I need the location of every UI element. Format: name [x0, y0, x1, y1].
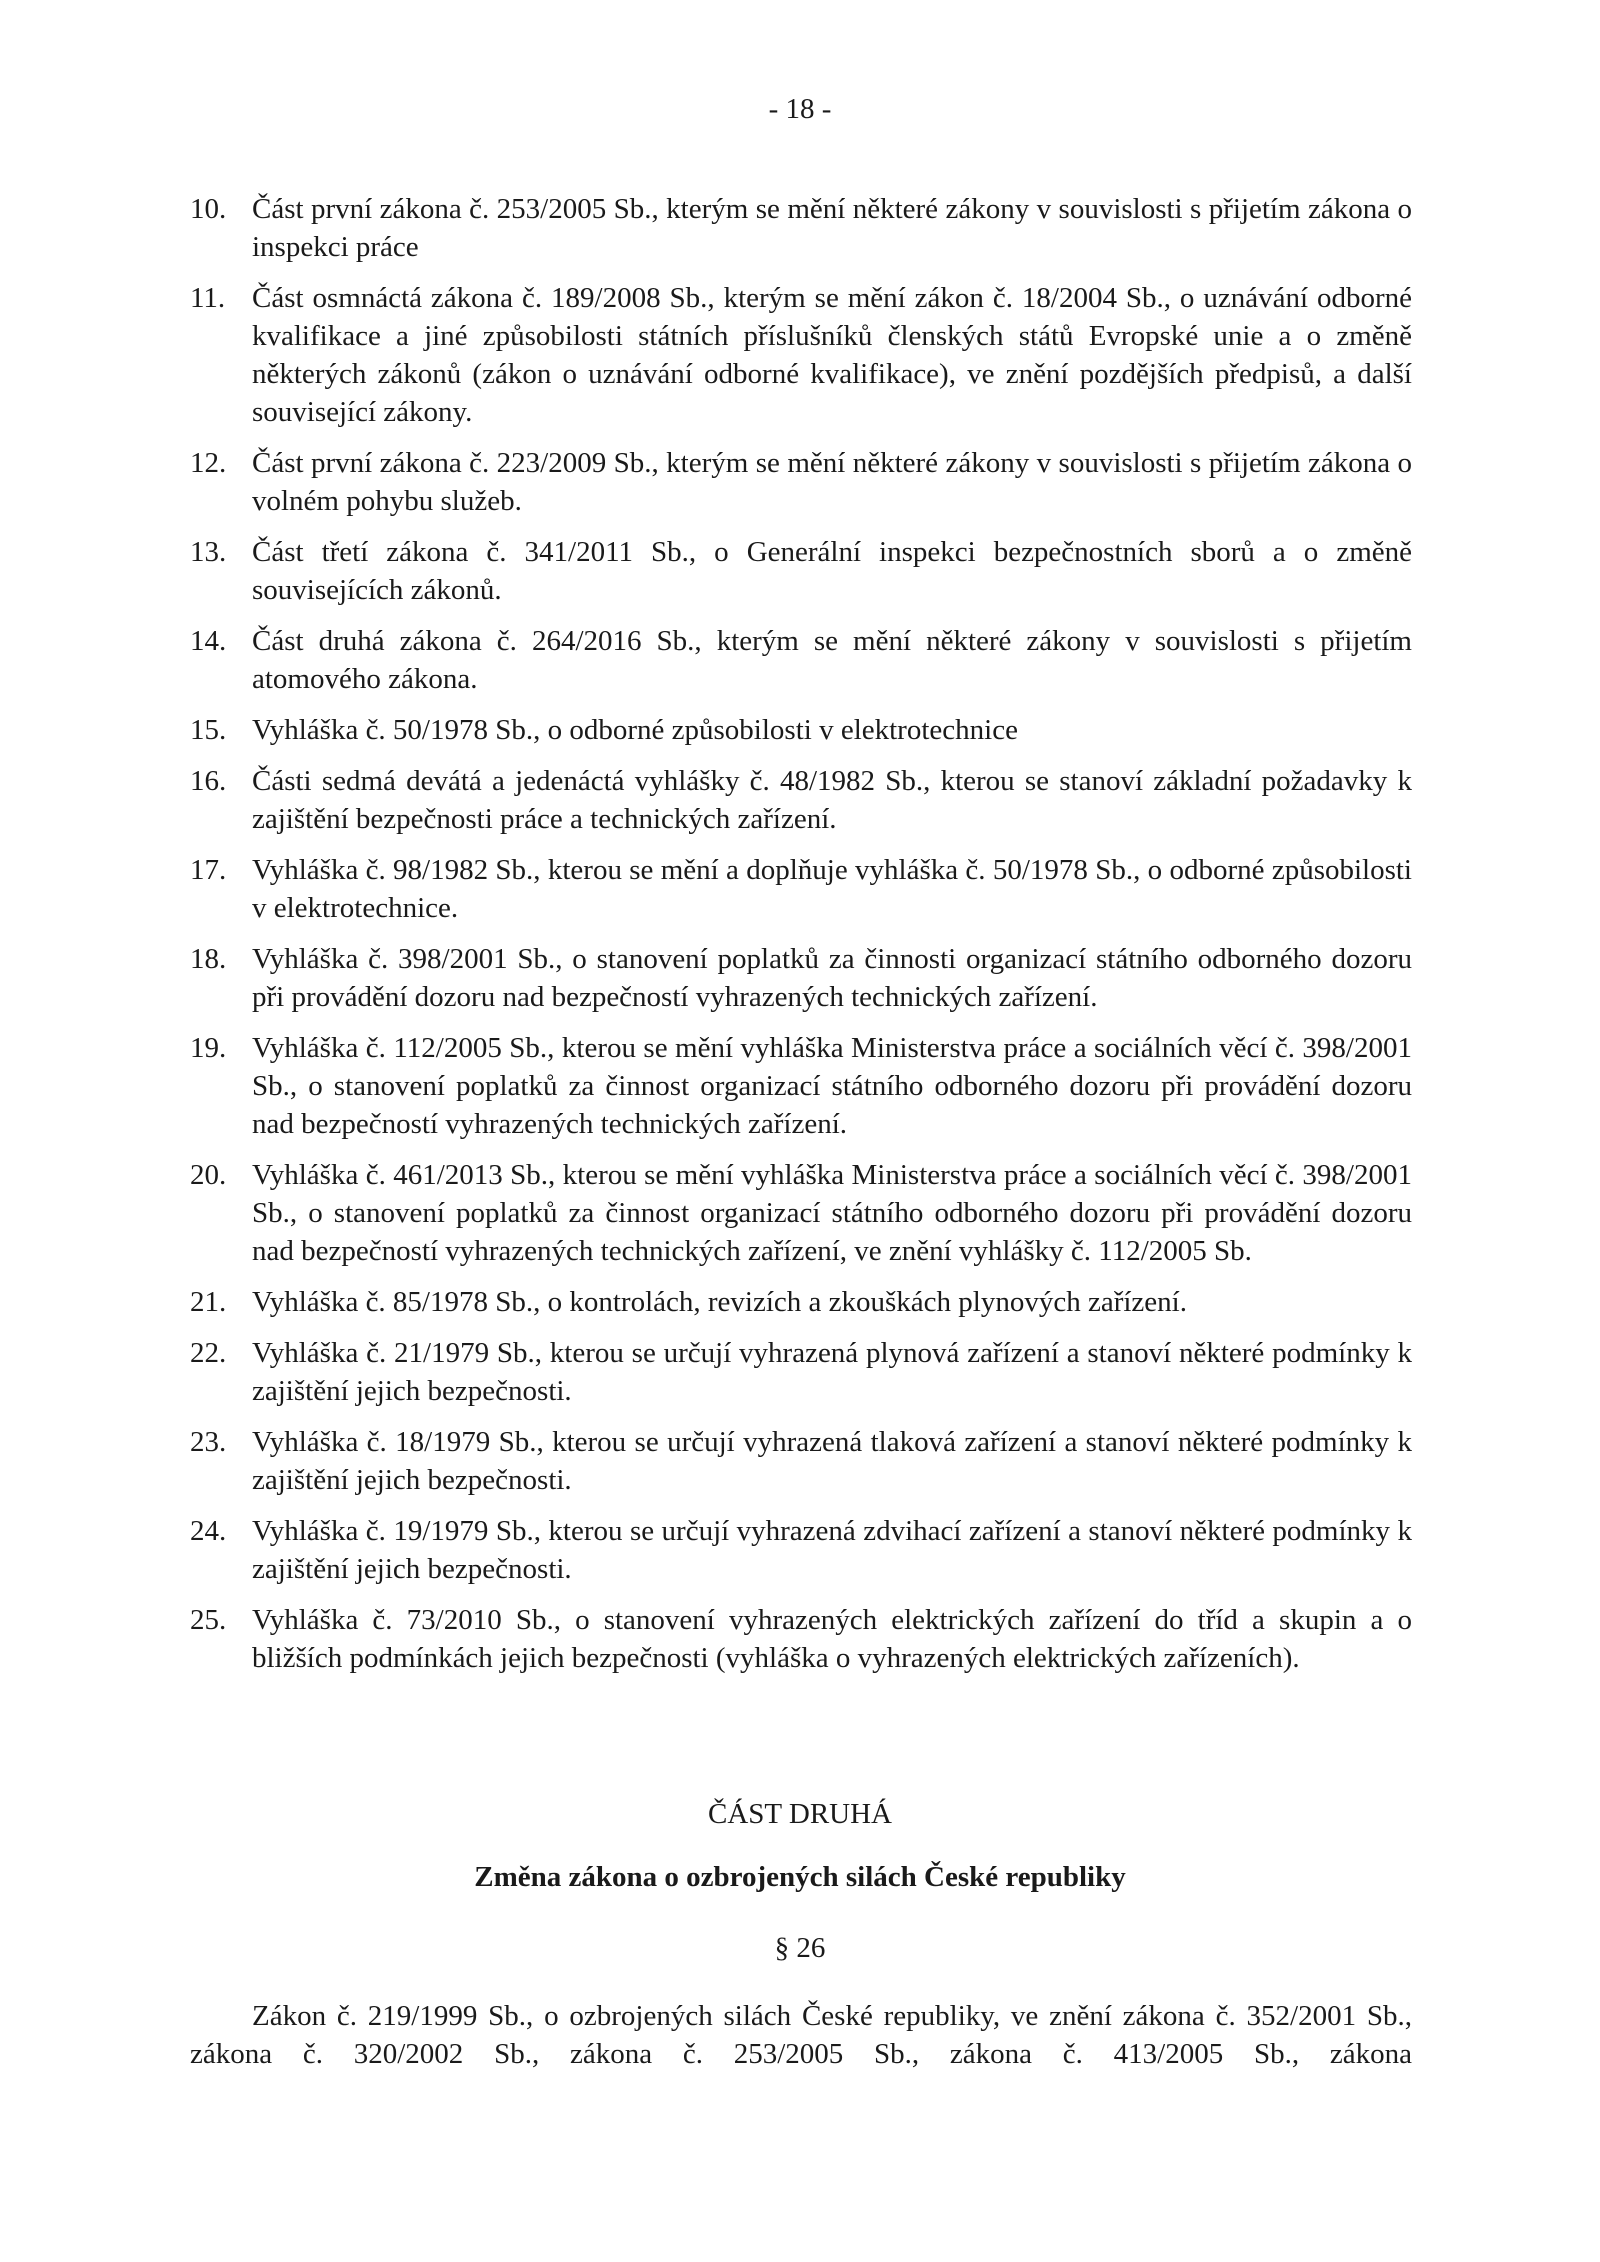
list-item-number: 23. [190, 1426, 227, 1458]
list-item [190, 711, 1412, 749]
list-item-text: Část první zákona č. 253/2005 Sb., kterým se mění některé zákony v souvislosti s přijetím zákona o inspekci práce [252, 193, 1412, 263]
list-item-number: 15. [190, 714, 227, 746]
list-item-text: Vyhláška č. 398/2001 Sb., o stanovení poplatků za činnosti organizací státního odborného dozoru při provádění dozoru nad bezpečností vyhrazených technických zařízení. [252, 943, 1412, 1013]
part-title: ČÁST DRUHÁ [708, 1798, 892, 1830]
list-item [190, 1156, 1412, 1270]
list-item [190, 279, 1412, 431]
list-item-number: 14. [190, 625, 227, 657]
list-item [190, 1283, 1412, 1321]
list-item-text: Vyhláška č. 18/1979 Sb., kterou se určují vyhrazená tlaková zařízení a stanoví některé podmínky k zajištění jejich bezpečnosti. [252, 1426, 1412, 1496]
list-item [190, 533, 1412, 609]
list-item-text: Vyhláška č. 112/2005 Sb., kterou se mění vyhláška Ministerstva práce a sociálních věcí č. 398/2001 Sb., o stanovení poplatků za činnost organizací státního odborného dozoru při provádění dozoru nad bezpečností vyhrazených technických zařízení. [252, 1032, 1412, 1140]
list-item-text: Vyhláška č. 21/1979 Sb., kterou se určují vyhrazená plynová zařízení a stanoví některé podmínky k zajištění jejich bezpečnosti. [252, 1337, 1412, 1407]
repealed-regulations-list [190, 190, 1412, 1690]
list-item-number: 16. [190, 765, 227, 797]
list-item-text: Vyhláška č. 73/2010 Sb., o stanovení vyhrazených elektrických zařízení do tříd a skupin a o bližších podmínkách jejich bezpečnosti (vyhláška o vyhrazených elektrických zařízeních). [252, 1604, 1412, 1674]
list-item-number: 22. [190, 1337, 227, 1369]
list-item-number: 24. [190, 1515, 227, 1547]
part-subtitle: Změna zákona o ozbrojených silách České republiky [474, 1861, 1126, 1893]
list-item [190, 622, 1412, 698]
list-item-text: Části sedmá devátá a jedenáctá vyhlášky č. 48/1982 Sb., kterou se stanoví základní požadavky k zajištění bezpečnosti práce a technických zařízení. [252, 765, 1412, 835]
list-item-text: Část osmnáctá zákona č. 189/2008 Sb., kterým se mění zákon č. 18/2004 Sb., o uznávání odborné kvalifikace a jiné způsobilosti státních příslušníků členských států Evropské unie a o změně některých zákonů (zákon o uznávání odborné kvalifikace), ve znění pozdějších předpisů, a další související zákony. [252, 282, 1412, 428]
list-item-text: Část první zákona č. 223/2009 Sb., kterým se mění některé zákony v souvislosti s přijetím zákona o volném pohybu služeb. [252, 447, 1412, 517]
list-item-text: Vyhláška č. 85/1978 Sb., o kontrolách, revizích a zkouškách plynových zařízení. [252, 1286, 1187, 1318]
list-item-text: Část třetí zákona č. 341/2011 Sb., o Generální inspekci bezpečnostních sborů a o změně souvisejících zákonů. [252, 536, 1412, 606]
list-item-number: 20. [190, 1159, 227, 1191]
section-mark: § 26 [774, 1932, 826, 1964]
list-item [190, 851, 1412, 927]
list-item-number: 18. [190, 943, 227, 975]
list-item-number: 25. [190, 1604, 227, 1636]
list-item [190, 940, 1412, 1016]
list-item [190, 762, 1412, 838]
body-paragraph: Zákon č. 219/1999 Sb., o ozbrojených silách České republiky, ve znění zákona č. 352/2001 Sb., zákona č. 320/2002 Sb., zákona č. 253/2005 Sb., zákona č. 413/2005 Sb., zákona [190, 2000, 1412, 2070]
list-item-text: Vyhláška č. 19/1979 Sb., kterou se určují vyhrazená zdvihací zařízení a stanoví některé podmínky k zajištění jejich bezpečnosti. [252, 1515, 1412, 1585]
page-number: - 18 - [768, 93, 832, 125]
list-item [190, 1512, 1412, 1588]
list-item [190, 444, 1412, 520]
list-item-number: 10. [190, 193, 227, 225]
list-item-number: 17. [190, 854, 227, 886]
list-item [190, 1029, 1412, 1143]
list-item [190, 1601, 1412, 1677]
list-item-number: 19. [190, 1032, 227, 1064]
list-item-number: 21. [190, 1286, 227, 1318]
list-item-number: 13. [190, 536, 227, 568]
list-item-number: 11. [190, 282, 226, 314]
list-item-text: Vyhláška č. 461/2013 Sb., kterou se mění vyhláška Ministerstva práce a sociálních věcí č. 398/2001 Sb., o stanovení poplatků za činnost organizací státního odborného dozoru při provádění dozoru nad bezpečností vyhrazených technických zařízení, ve znění vyhlášky č. 112/2005 Sb. [252, 1159, 1412, 1267]
list-item-text: Vyhláška č. 50/1978 Sb., o odborné způsobilosti v elektrotechnice [252, 714, 1018, 746]
list-item-text: Vyhláška č. 98/1982 Sb., kterou se mění a doplňuje vyhláška č. 50/1978 Sb., o odborné způsobilosti v elektrotechnice. [252, 854, 1412, 924]
list-item [190, 190, 1412, 266]
list-item-number: 12. [190, 447, 227, 479]
list-item [190, 1423, 1412, 1499]
list-item [190, 1334, 1412, 1410]
list-item-text: Část druhá zákona č. 264/2016 Sb., kterým se mění některé zákony v souvislosti s přijetím atomového zákona. [252, 625, 1412, 695]
